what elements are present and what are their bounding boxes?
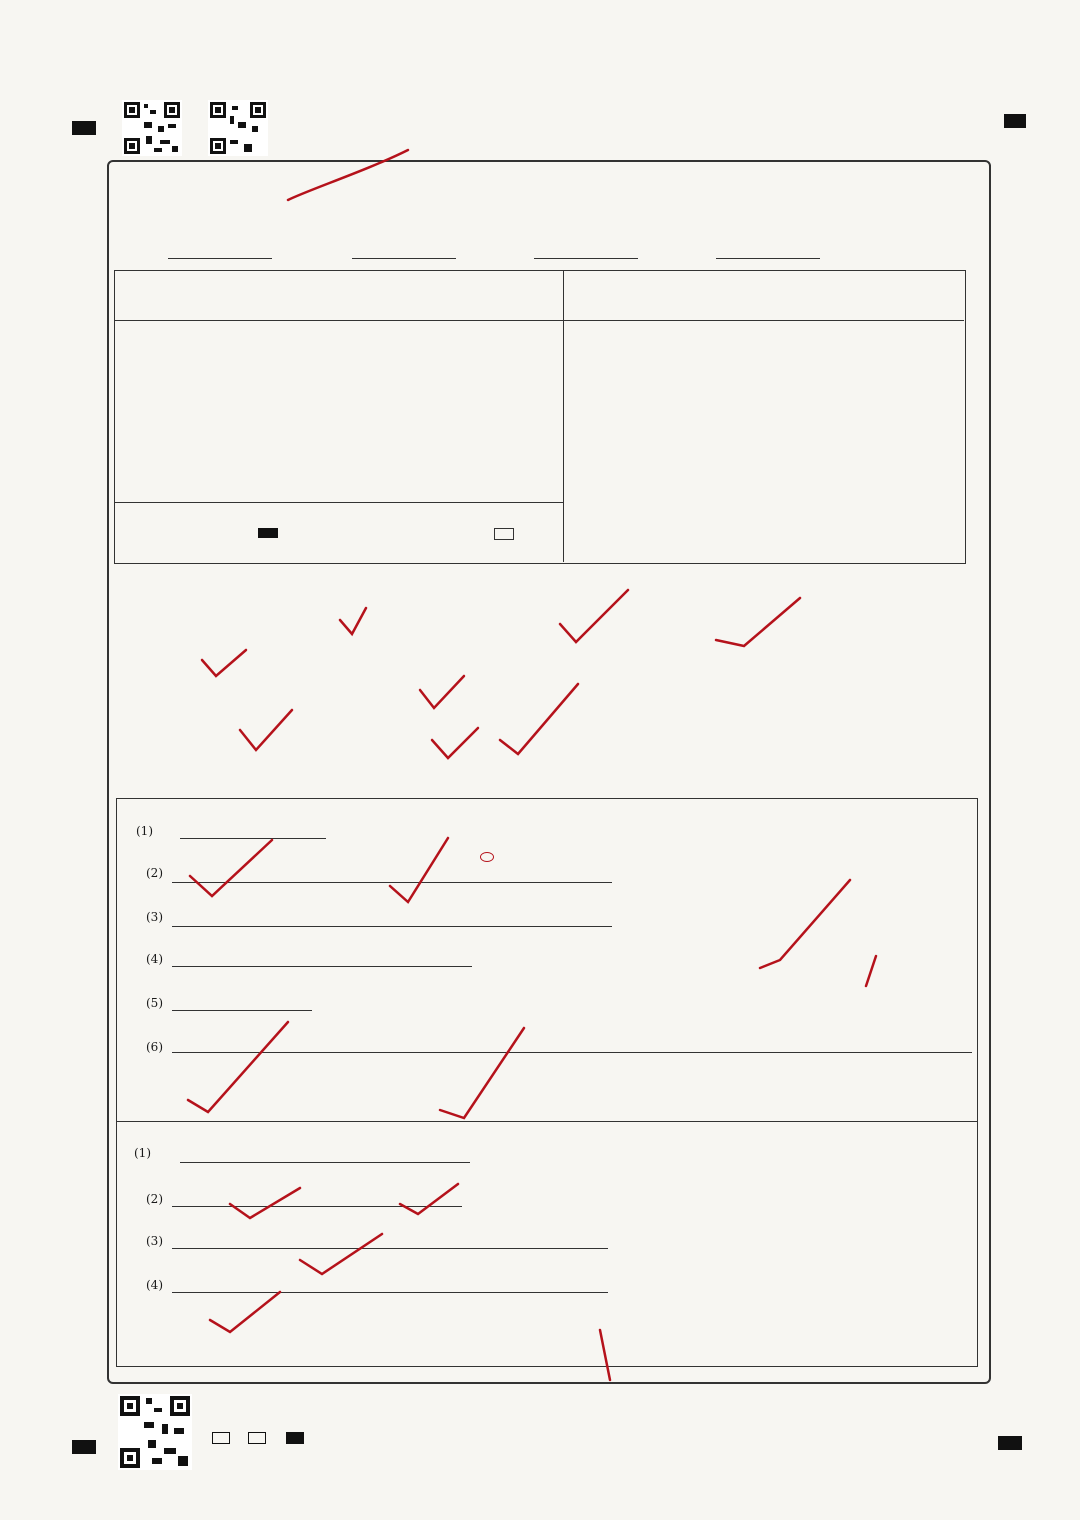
q17-number: (1) [136, 824, 153, 838]
q-part-label: (2) [146, 1192, 163, 1206]
q-part-label: (3) [146, 1234, 163, 1248]
q-part-label: (4) [146, 1278, 163, 1292]
q-part-label: (6) [146, 1040, 163, 1054]
footer-box [286, 1432, 304, 1444]
q-part-label: (2) [146, 866, 163, 880]
q-part-label: (5) [146, 996, 163, 1010]
q18-number: (1) [134, 1146, 151, 1160]
q-part-label: (4) [146, 952, 163, 966]
footer-box [248, 1432, 266, 1444]
footer-qr-code [118, 1394, 192, 1470]
q-part-label: (3) [146, 910, 163, 924]
footer-box [212, 1432, 230, 1444]
